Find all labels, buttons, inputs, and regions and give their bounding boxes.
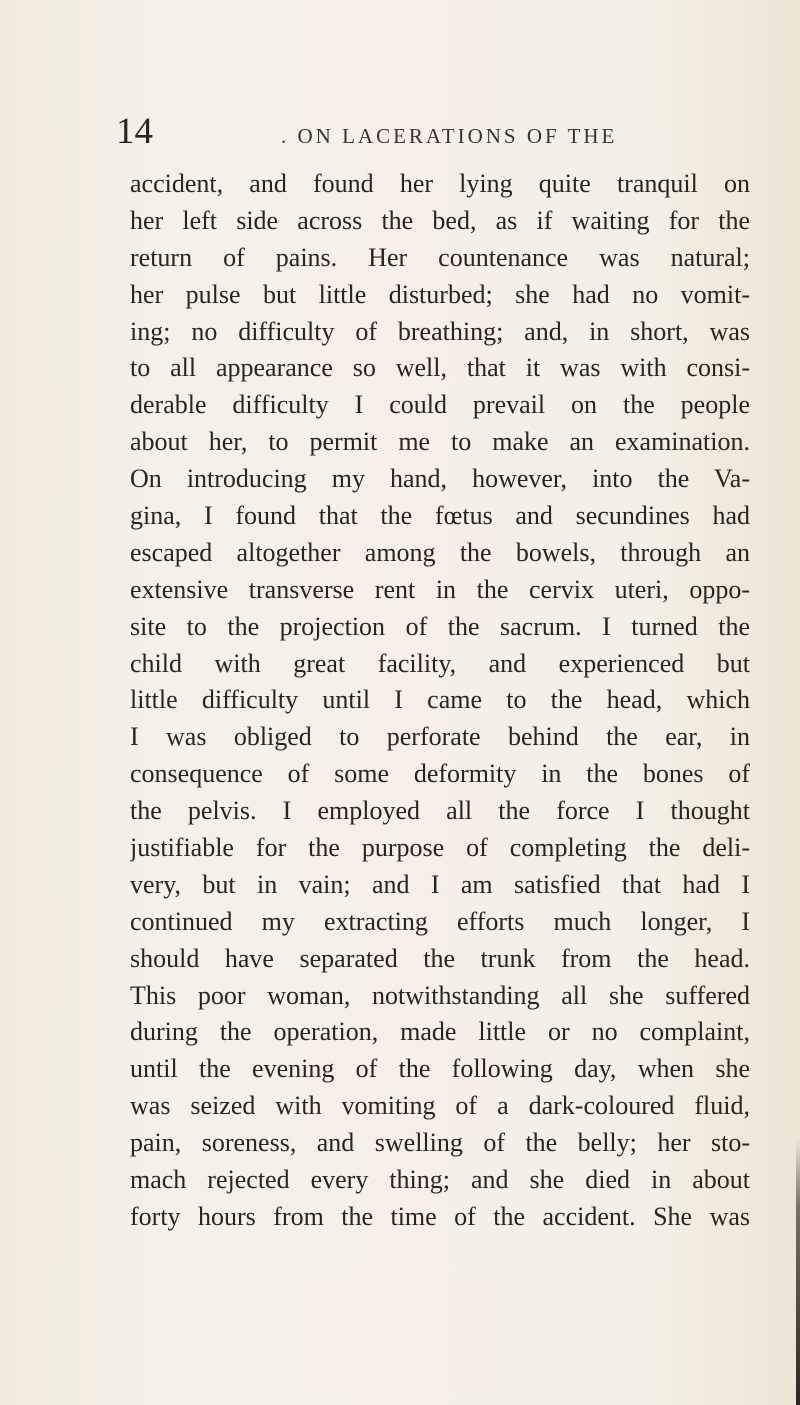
text-line: I was obliged to perforate behind the ear, in	[130, 722, 750, 752]
text-line: about her, to permit me to make an examination.	[130, 427, 750, 457]
text-line: gina, I found that the fœtus and secundines had	[130, 501, 750, 531]
page-number: 14	[116, 111, 153, 152]
text-line: during the operation, made little or no complaint,	[130, 1017, 750, 1047]
page-header	[0, 112, 800, 152]
text-line: forty hours from the time of the accident. She was	[130, 1201, 750, 1231]
text-line: her pulse but little disturbed; she had no vomit-	[130, 279, 750, 309]
text-line: return of pains. Her countenance was natural;	[130, 242, 750, 272]
body-text	[130, 166, 750, 1236]
page-edge-shadow	[796, 1140, 800, 1405]
text-line: ing; no difficulty of breathing; and, in short, was	[130, 316, 750, 346]
text-line: escaped altogether among the bowels, through an	[130, 537, 750, 567]
text-line: child with great facility, and experienced but	[130, 648, 750, 678]
text-line: the pelvis. I employed all the force I thought	[130, 796, 750, 826]
text-line: very, but in vain; and I am satisfied that had I	[130, 869, 750, 899]
text-line: pain, soreness, and swelling of the belly; her sto-	[130, 1128, 750, 1158]
text-line: justifiable for the purpose of completing the deli-	[130, 833, 750, 863]
text-line: to all appearance so well, that it was with consi-	[130, 353, 750, 383]
text-line: until the evening of the following day, when she	[130, 1054, 750, 1084]
text-line: derable difficulty I could prevail on the people	[130, 390, 750, 420]
running-head: . ON LACERATIONS OF THE	[281, 124, 618, 148]
text-line: mach rejected every thing; and she died in about	[130, 1165, 750, 1195]
text-line: This poor woman, notwithstanding all she suffered	[130, 980, 750, 1010]
text-line: On introducing my hand, however, into the Va-	[130, 464, 750, 494]
text-line: consequence of some deformity in the bones of	[130, 759, 750, 789]
text-line: site to the projection of the sacrum. I turned the	[130, 611, 750, 641]
text-line: her left side across the bed, as if waiting for the	[130, 205, 750, 235]
text-line: should have separated the trunk from the head.	[130, 943, 750, 973]
text-line: was seized with vomiting of a dark-coloured fluid,	[130, 1091, 750, 1121]
text-line: accident, and found her lying quite tranquil on	[130, 169, 750, 198]
text-line: continued my extracting efforts much longer, I	[130, 906, 750, 936]
text-line: extensive transverse rent in the cervix uteri, oppo-	[130, 574, 750, 604]
text-line: little difficulty until I came to the head, which	[130, 685, 750, 715]
